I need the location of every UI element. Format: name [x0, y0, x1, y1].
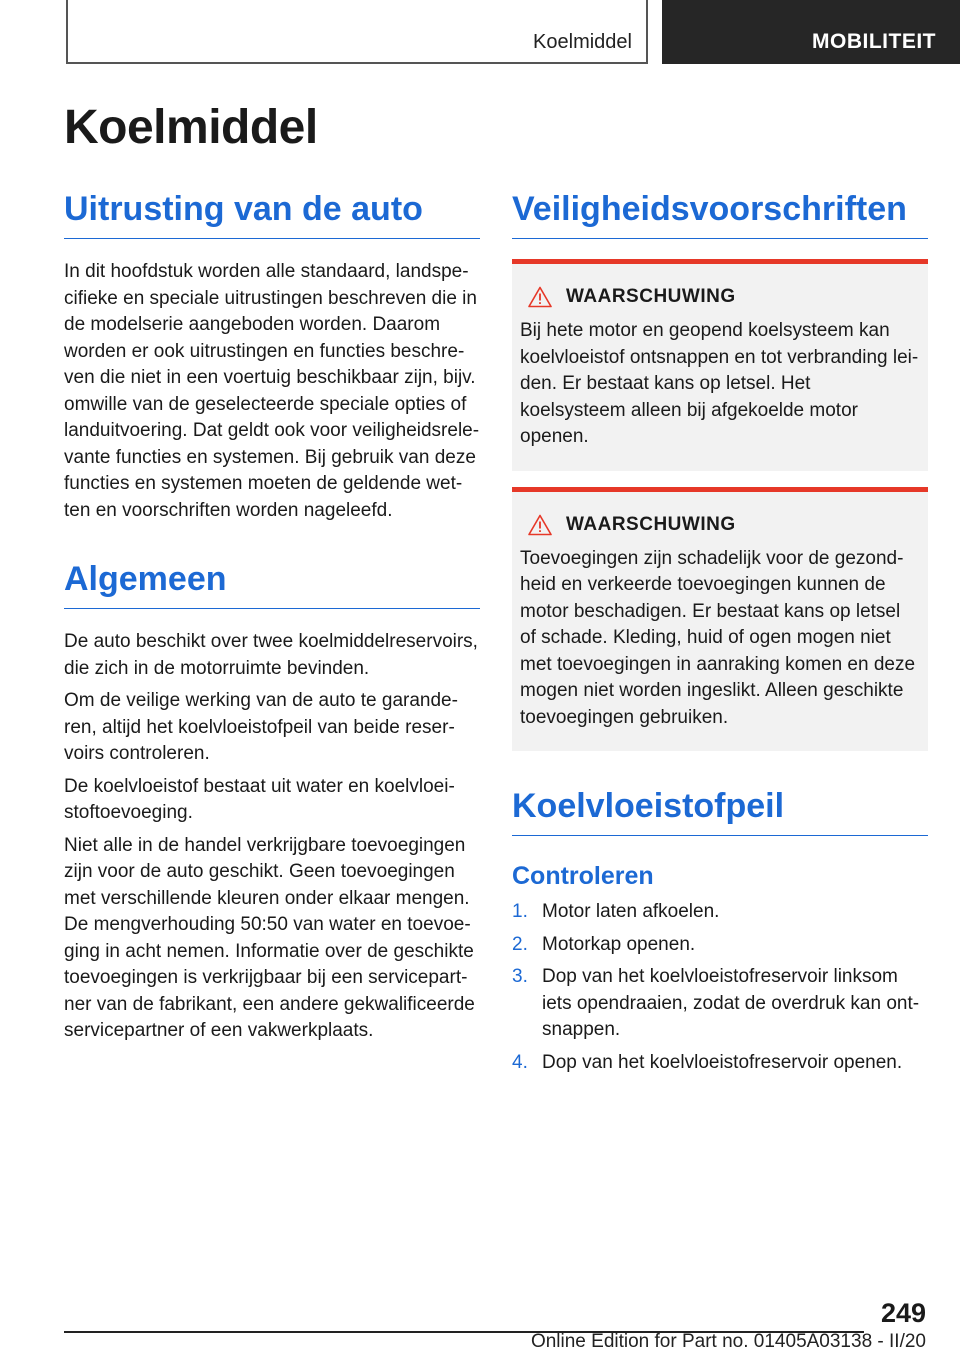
section-heading-safety: Veiligheidsvoorschriften	[512, 190, 928, 239]
step-text: Motor laten afkoelen.	[542, 901, 720, 923]
left-column	[64, 190, 480, 1045]
step-number: 1.	[512, 901, 528, 923]
warning-box-2	[512, 487, 928, 752]
general-paragraph-4: Niet alle in de handel verkrijgbare toevoegingen zijn voor de auto geschikt. Geen toevoegingen met verschillende kleuren onder elkaar mengen. De mengverhouding 50:50 van water en toevoeging in acht nemen. Informatie over de geschikte toevoegingen is verkrijgbaar bij een servicepartner van de fabrikant, een andere gekwalificeerde servicepartner of een vakwerkplaats.	[64, 834, 475, 1042]
equipment-paragraph: In dit hoofdstuk worden alle standaard, landspecifieke en speciale uitrustingen beschreven die in de modelserie aangeboden worden. Daarom worden er ook uitrustingen en functies beschreven die niet in een voertuig beschikbaar zijn, bijv. omwille van de geselecteerde speciale opties of landuitvoering. Dat geldt ook voor veiligheidsrelevante functies en systemen. Bij gebruik van deze functies en systemen moeten de geldende wetten en voorschriften worden nageleefd.	[64, 261, 480, 521]
step-number: 3.	[512, 966, 528, 988]
section-heading-coolant-level: Koelvloeistofpeil	[512, 787, 928, 836]
steps-list	[512, 899, 928, 1076]
page-number: 249	[880, 1298, 926, 1328]
general-paragraph-1: De auto beschikt over twee koelmiddelreservoirs, die zich in de motorruimte bevinden.	[64, 631, 478, 679]
subheading-check: Controleren	[512, 862, 654, 891]
section-heading-general: Algemeen	[64, 560, 480, 609]
right-column	[512, 190, 928, 1076]
list-item	[512, 1050, 928, 1077]
list-item	[512, 964, 928, 1044]
header-tab-label: MOBILITEIT	[812, 30, 936, 53]
warning-triangle-icon	[528, 286, 552, 308]
warning-box-1	[512, 259, 928, 471]
general-paragraph-3: De koelvloeistof bestaat uit water en koelvloeistoftoevoeging.	[64, 775, 455, 824]
warning-title: WAARSCHUWING	[566, 513, 736, 535]
warning-triangle-icon	[528, 514, 552, 536]
step-number: 4.	[512, 1051, 528, 1073]
step-text: Dop van het koelvloeistofreservoir openen.	[542, 1051, 903, 1073]
footer-edition-text: Online Edition for Part no. 01405A03138 - II/20	[530, 1331, 926, 1352]
page-title: Koelmiddel	[64, 101, 318, 154]
list-item	[512, 899, 928, 926]
warning-title: WAARSCHUWING	[566, 286, 736, 308]
warning-text: Bij hete motor en geopend koelsysteem kan koelvloeistof ontsnappen en tot verbranding leiden. Er bestaat kans op letsel. Het koelsysteem alleen bij afgekoelde motor openen.	[520, 320, 919, 448]
step-text: Dop van het koelvloeistofreservoir linksom iets opendraaien, zodat de overdruk kan ontsnappen.	[542, 966, 920, 1041]
list-item	[512, 932, 928, 959]
header-box	[66, 0, 648, 64]
warning-text: Toevoegingen zijn schadelijk voor de gezondheid en verkeerde toevoegingen kunnen de motor beschadigen. Er bestaat kans op letsel of schade. Kleding, huid of ogen mogen niet met toevoegingen in aanraking komen en deze mogen niet worden ingeslikt. Alleen geschikte toevoegingen gebruiken.	[520, 547, 916, 728]
step-number: 2.	[512, 933, 528, 955]
general-paragraph-2: Om de veilige werking van de auto te garanderen, altijd het koelvloeistofpeil van beide reservoirs controleren.	[64, 690, 458, 765]
step-text: Motorkap openen.	[542, 933, 696, 955]
warning-header	[528, 514, 920, 536]
section-heading-equipment: Uitrusting van de auto	[64, 190, 480, 239]
warning-header	[528, 286, 920, 308]
header-section-label: Koelmiddel	[533, 31, 632, 53]
header-tab	[662, 0, 960, 64]
